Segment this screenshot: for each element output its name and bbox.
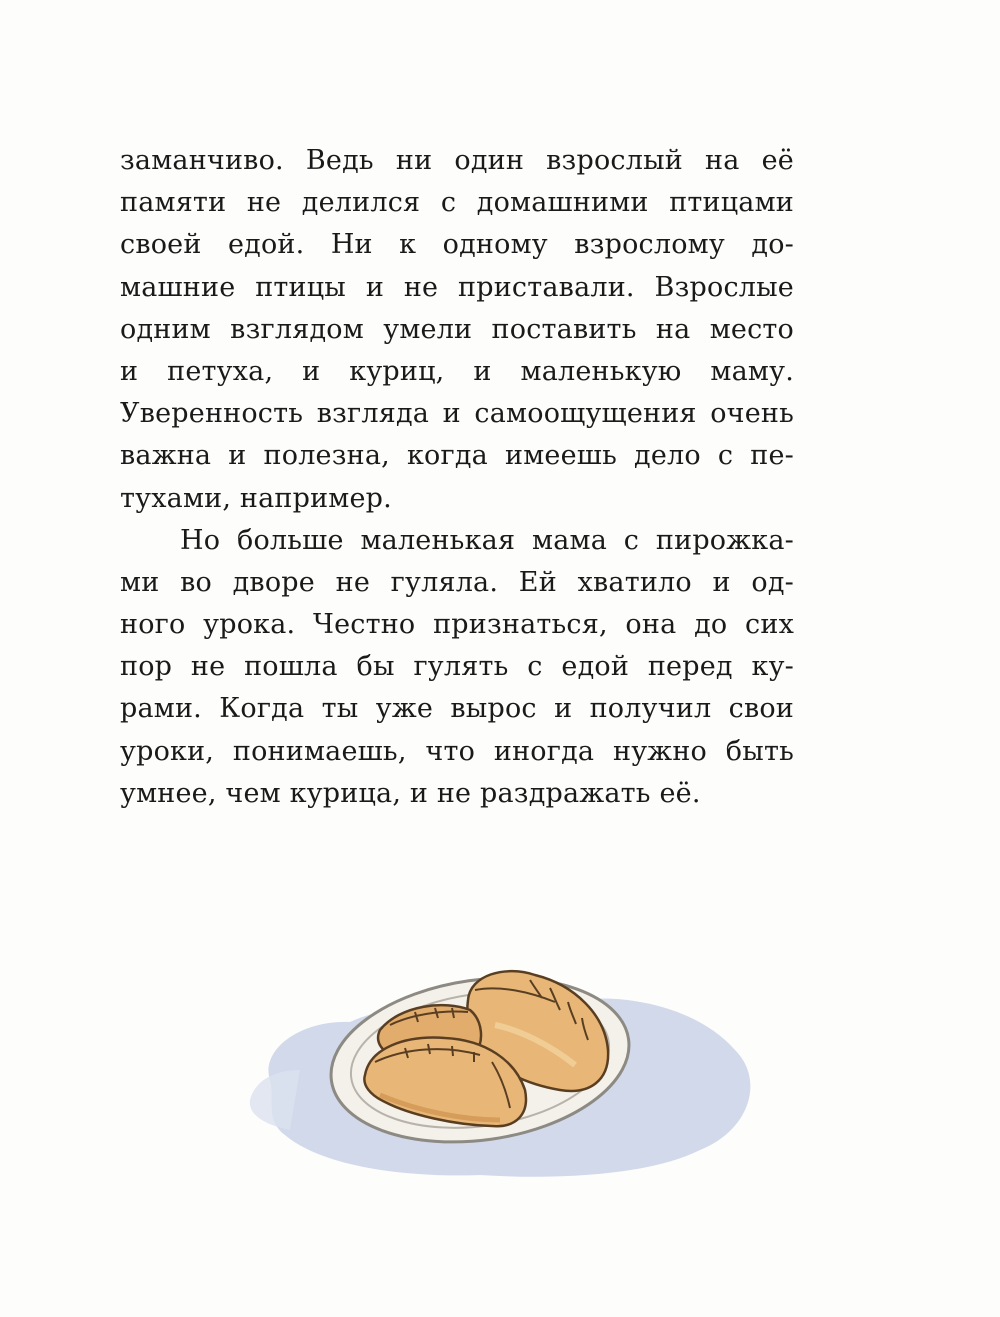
paragraph-2 <box>120 520 794 815</box>
paragraph-1 <box>120 140 794 520</box>
text-line: пор не пошла бы гулять с едой перед ку- <box>120 651 794 683</box>
text-line: рами. Когда ты уже вырос и получил свои <box>120 693 794 725</box>
text-line: одним взглядом умели поставить на место <box>120 313 794 345</box>
text-line: тухами, например. <box>120 482 392 514</box>
pirozhki-plate-illustration <box>230 930 790 1190</box>
text-line: Уверенность взгляда и самоощущения очень <box>120 398 794 430</box>
text-line: заманчиво. Ведь ни один взрослый на её <box>120 145 794 176</box>
text-line: и петуха, и куриц, и маленькую маму. <box>120 355 794 387</box>
body-text <box>120 140 794 815</box>
text-line: уроки, понимаешь, что иногда нужно быть <box>120 735 794 767</box>
text-line: машние птицы и не приставали. Взрослые <box>120 271 794 303</box>
text-line: ми во дворе не гуляла. Ей хватило и од- <box>120 566 794 598</box>
text-line: своей едой. Ни к одному взрослому до- <box>120 229 794 261</box>
text-line: умнее, чем курица, и не раздражать её. <box>120 777 701 809</box>
text-line: важна и полезна, когда имеешь дело с пе- <box>120 440 794 472</box>
text-line: ного урока. Честно признаться, она до сих <box>120 609 794 641</box>
text-line: памяти не делился с домашними птицами <box>120 187 794 219</box>
text-line: Но больше маленькая мама с пирожка- <box>180 524 794 556</box>
